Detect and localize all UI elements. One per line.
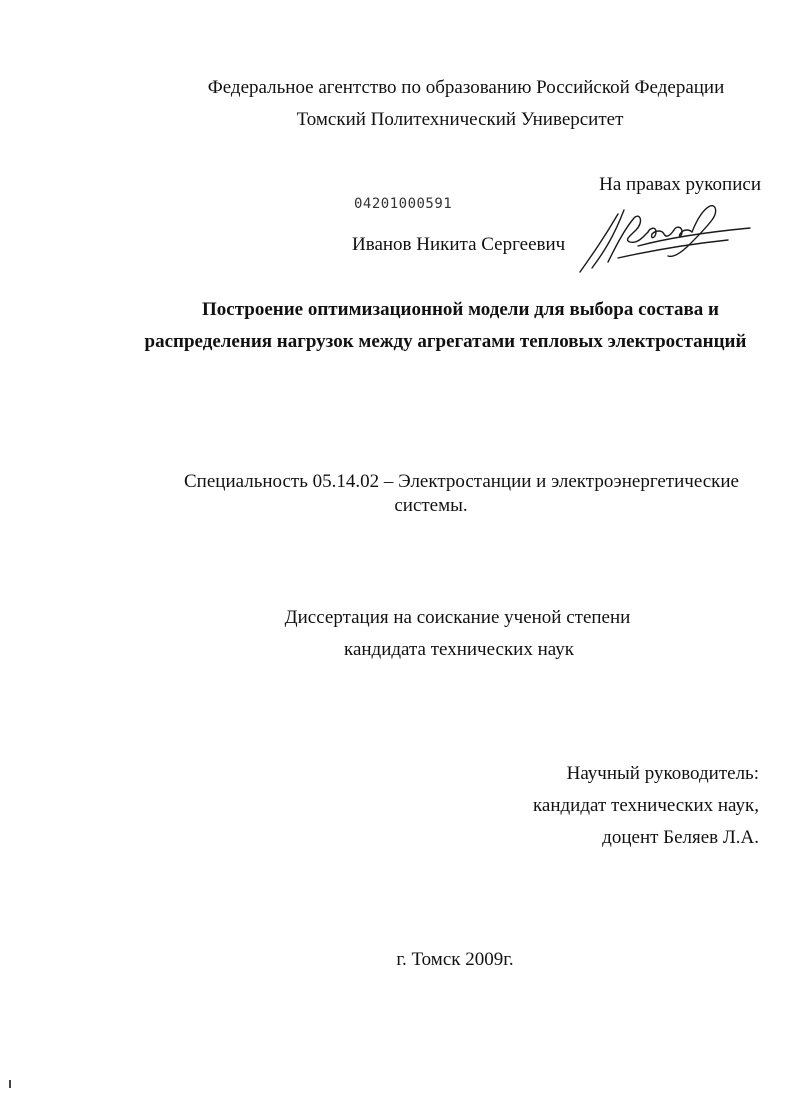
supervisor-name: доцент Беляев Л.А. <box>602 827 759 848</box>
specialty-line-1: Специальность 05.14.02 – Электростанции и электроэнергетические <box>184 471 739 492</box>
author-signature <box>578 200 753 280</box>
dissertation-title-line-2: распределения нагрузок между агрегатами тепловых электростанций <box>144 331 747 352</box>
supervisor-heading: Научный руководитель: <box>566 763 759 784</box>
specialty-line-2: системы. <box>394 495 468 516</box>
signature-text: Иванов <box>578 200 582 201</box>
degree-line-1: Диссертация на соискание ученой степени <box>284 607 631 628</box>
manuscript-note: На правах рукописи <box>599 174 761 195</box>
dissertation-title-line-1: Построение оптимизационной модели для выбора состава и <box>202 299 719 320</box>
university-name: Томский Политехнический Университет <box>296 109 624 130</box>
city-year: г. Томск 2009г. <box>396 949 514 970</box>
supervisor-degree: кандидат технических наук, <box>532 795 759 816</box>
scan-mark <box>9 1080 11 1088</box>
registration-code: 04201000591 <box>354 196 453 212</box>
agency-name: Федеральное агентство по образованию Российской Федерации <box>207 77 725 98</box>
degree-line-2: кандидата технических наук <box>344 639 574 660</box>
author-name: Иванов Никита Сергеевич <box>352 234 566 255</box>
